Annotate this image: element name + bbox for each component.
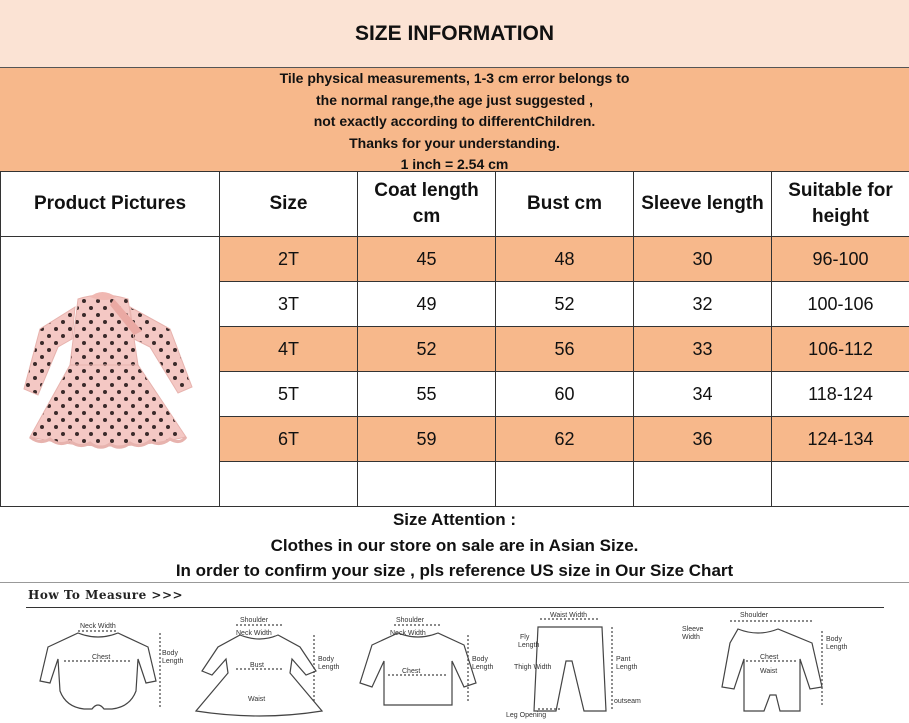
label-waist: Waist	[248, 696, 265, 703]
svg-text:Length: Length	[318, 664, 340, 671]
cell-sleeve: 30	[634, 237, 772, 282]
cell-height: 118-124	[772, 372, 909, 417]
note-line: Thanks for your understanding.	[0, 133, 909, 155]
header-product-pictures: Product Pictures	[1, 172, 220, 237]
label-thigh-width: Thigh Width	[514, 664, 551, 671]
label-chest: Chest	[402, 668, 420, 675]
empty-cell	[358, 462, 496, 507]
note-line: the normal range,the age just suggested ,	[0, 90, 909, 112]
measure-title: How To Measure >>>	[28, 588, 183, 602]
label-sleeve-width: Sleeve	[682, 626, 704, 633]
note-line: Tile physical measurements, 1-3 cm error belongs to	[0, 68, 909, 90]
label-body-length: Body	[826, 636, 842, 643]
cell-height: 124-134	[772, 417, 909, 462]
cell-sleeve: 33	[634, 327, 772, 372]
measurement-note	[0, 68, 909, 171]
measure-diagrams	[0, 611, 909, 723]
label-bust: Bust	[250, 662, 264, 669]
cell-height: 106-112	[772, 327, 909, 372]
label-shoulder: Shoulder	[740, 612, 769, 619]
label-chest: Chest	[92, 654, 110, 661]
svg-text:Width: Width	[682, 634, 700, 641]
empty-cell	[634, 462, 772, 507]
how-to-measure	[0, 582, 909, 723]
page-title-text: SIZE INFORMATION	[355, 22, 554, 46]
cell-size: 2T	[220, 237, 358, 282]
cell-bust: 52	[496, 282, 634, 327]
cell-sleeve: 34	[634, 372, 772, 417]
attention-title: Size Attention :	[0, 507, 909, 533]
cell-coat: 55	[358, 372, 496, 417]
empty-cell	[220, 462, 358, 507]
label-body-length: Body	[318, 656, 334, 663]
header-bust: Bust cm	[496, 172, 634, 237]
cell-size: 4T	[220, 327, 358, 372]
label-chest: Chest	[760, 654, 778, 661]
cell-bust: 60	[496, 372, 634, 417]
page-title	[0, 0, 909, 68]
label-body-length: Body	[472, 656, 488, 663]
cell-bust: 62	[496, 417, 634, 462]
table-row	[1, 237, 909, 282]
size-attention	[0, 507, 909, 584]
label-waist-width: Waist Width	[550, 612, 587, 619]
product-picture	[1, 237, 220, 507]
cell-size: 3T	[220, 282, 358, 327]
empty-cell	[496, 462, 634, 507]
divider	[26, 607, 884, 608]
note-line: not exactly according to differentChildren.	[0, 111, 909, 133]
cell-size: 5T	[220, 372, 358, 417]
cell-height: 100-106	[772, 282, 909, 327]
label-outseam: outseam	[614, 698, 641, 705]
attention-line: In order to confirm your size , pls reference US size in Our Size Chart	[0, 558, 909, 584]
svg-text:Length: Length	[162, 658, 184, 665]
label-leg-opening: Leg Opening	[506, 712, 546, 719]
dress-image	[10, 269, 210, 469]
size-table	[0, 171, 909, 507]
cell-coat: 49	[358, 282, 496, 327]
header-sleeve-length: Sleeve length	[634, 172, 772, 237]
header-coat-length: Coat length cm	[358, 172, 496, 237]
cell-sleeve: 36	[634, 417, 772, 462]
label-body-length: Body	[162, 650, 178, 657]
cell-coat: 52	[358, 327, 496, 372]
header-size: Size	[220, 172, 358, 237]
svg-text:Length: Length	[616, 664, 638, 671]
svg-text:Length: Length	[826, 644, 848, 651]
cell-coat: 59	[358, 417, 496, 462]
label-neck-width: Neck Width	[390, 630, 426, 637]
cell-bust: 48	[496, 237, 634, 282]
label-neck-width: Neck Width	[236, 630, 272, 637]
label-pant-length: Pant	[616, 656, 630, 663]
cell-bust: 56	[496, 327, 634, 372]
cell-sleeve: 32	[634, 282, 772, 327]
note-line: 1 inch = 2.54 cm	[0, 154, 909, 171]
empty-cell	[772, 462, 909, 507]
label-neck-width: Neck Width	[80, 623, 116, 630]
cell-size: 6T	[220, 417, 358, 462]
header-suitable-height: Suitable for height	[772, 172, 909, 237]
cell-coat: 45	[358, 237, 496, 282]
svg-text:Length: Length	[472, 664, 494, 671]
cell-height: 96-100	[772, 237, 909, 282]
label-shoulder: Shoulder	[396, 617, 425, 624]
label-fly-length: Fly	[520, 634, 530, 641]
attention-line: Clothes in our store on sale are in Asian Size.	[0, 533, 909, 559]
label-shoulder: Shoulder	[240, 617, 269, 624]
svg-text:Length: Length	[518, 642, 540, 649]
table-header-row	[1, 172, 909, 237]
label-waist: Waist	[760, 668, 777, 675]
